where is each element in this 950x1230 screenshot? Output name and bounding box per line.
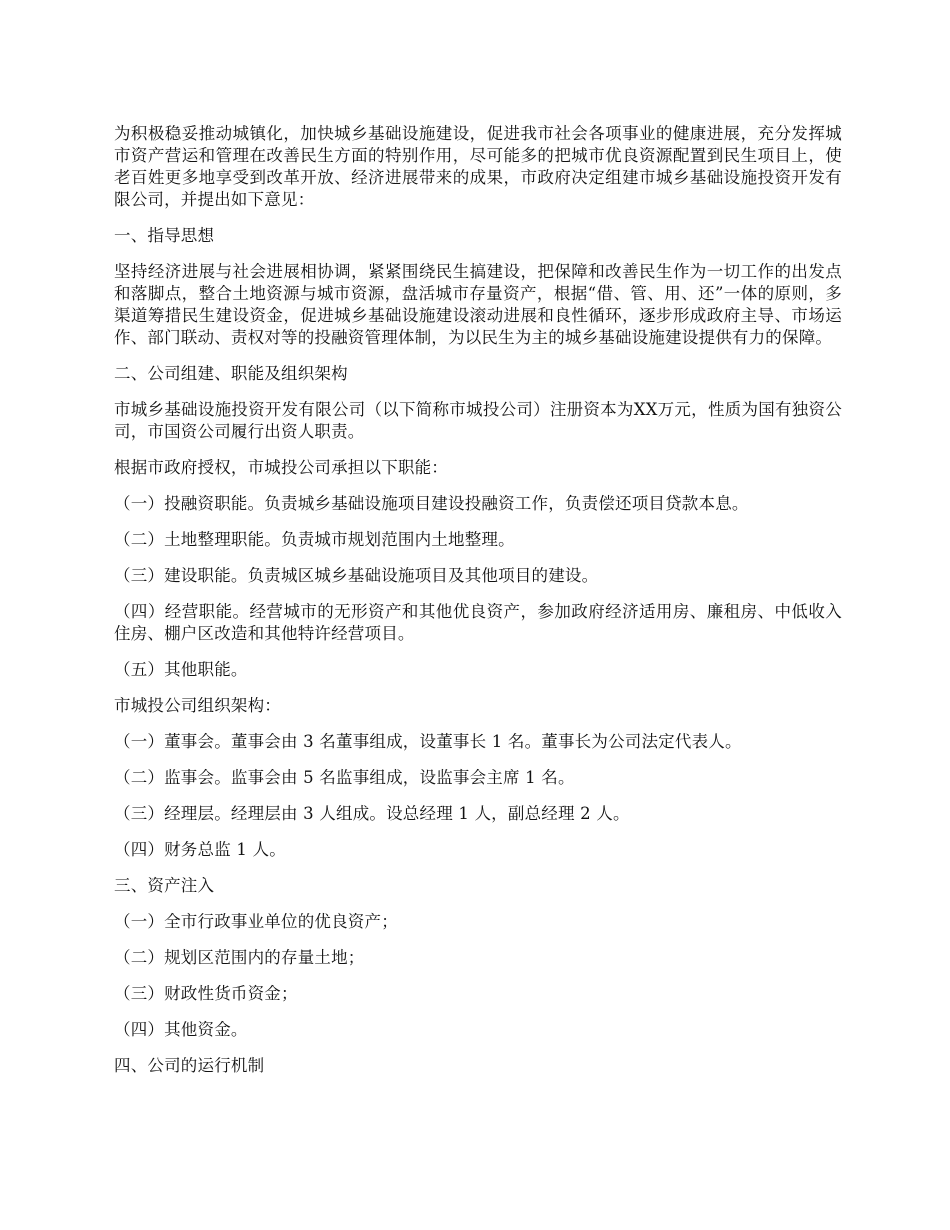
- org-item-cfo: （四）财务总监 1 人。: [114, 840, 286, 859]
- org-item-management: （三）经理层。经理层由 3 人组成。设总经理 1 人，副总经理 2 人。: [114, 804, 630, 823]
- function-item-land: （二）土地整理职能。负责城市规划范围内土地整理。: [114, 530, 515, 549]
- org-structure-intro-paragraph: 市城投公司组织架构：: [114, 696, 281, 715]
- asset-item-2: （二）规划区范围内的存量土地；: [114, 948, 365, 967]
- asset-item-1: （一）全市行政事业单位的优良资产；: [114, 912, 398, 931]
- guiding-ideology-paragraph: 坚持经济进展与社会进展相协调，紧紧围绕民生搞建设，把保障和改善民生作为一切工作的出发点和落脚点，整合土地资源与城市资源，盘活城市存量资产，根据“借、管、用、还”一体的原则，多渠道筹措民生建设资金，促进城乡基础设施建设滚动进展和良性循环，逐步形成政府主导、市场运作、部门联动、责权对等的投融资管理体制，为以民生为主的城乡基础设施建设提供有力的保障。: [114, 262, 842, 347]
- asset-item-3: （三）财政性货币资金；: [114, 984, 298, 1003]
- section-heading-guiding-ideology: 一、指导思想: [114, 226, 215, 245]
- function-item-other: （五）其他职能。: [114, 660, 248, 679]
- function-item-operation: （四）经营职能。经营城市的无形资产和其他优良资产，参加政府经济适用房、廉租房、中低收入住房、棚户区改造和其他特许经营项目。: [114, 602, 842, 643]
- asset-item-4: （四）其他资金。: [114, 1020, 248, 1039]
- section-heading-asset-injection: 三、资产注入: [114, 876, 215, 895]
- function-item-financing: （一）投融资职能。负责城乡基础设施项目建设投融资工作，负责偿还项目贷款本息。: [114, 494, 749, 513]
- functions-intro-paragraph: 根据市政府授权，市城投公司承担以下职能：: [114, 458, 448, 477]
- section-heading-company-structure: 二、公司组建、职能及组织架构: [114, 364, 348, 383]
- section-heading-operating-mechanism: 四、公司的运行机制: [114, 1056, 265, 1075]
- intro-paragraph: 为积极稳妥推动城镇化，加快城乡基础设施建设，促进我市社会各项事业的健康进展，充分发挥城市资产营运和管理在改善民生方面的特别作用，尽可能多的把城市优良资源配置到民生项目上，使老百姓更多地享受到改革开放、经济进展带来的成果，市政府决定组建市城乡基础设施投资开发有限公司，并提出如下意见：: [114, 124, 842, 209]
- function-item-construction: （三）建设职能。负责城区城乡基础设施项目及其他项目的建设。: [114, 566, 599, 585]
- org-item-board: （一）董事会。董事会由 3 名董事组成，设董事长 1 名。董事长为公司法定代表人。: [114, 732, 742, 751]
- registered-capital-paragraph: 市城乡基础设施投资开发有限公司（以下简称市城投公司）注册资本为XX万元，性质为国有独资公司，市国资公司履行出资人职责。: [114, 400, 842, 441]
- document-page: [114, 123, 842, 1091]
- org-item-supervisors: （二）监事会。监事会由 5 名监事组成，设监事会主席 1 名。: [114, 768, 575, 787]
